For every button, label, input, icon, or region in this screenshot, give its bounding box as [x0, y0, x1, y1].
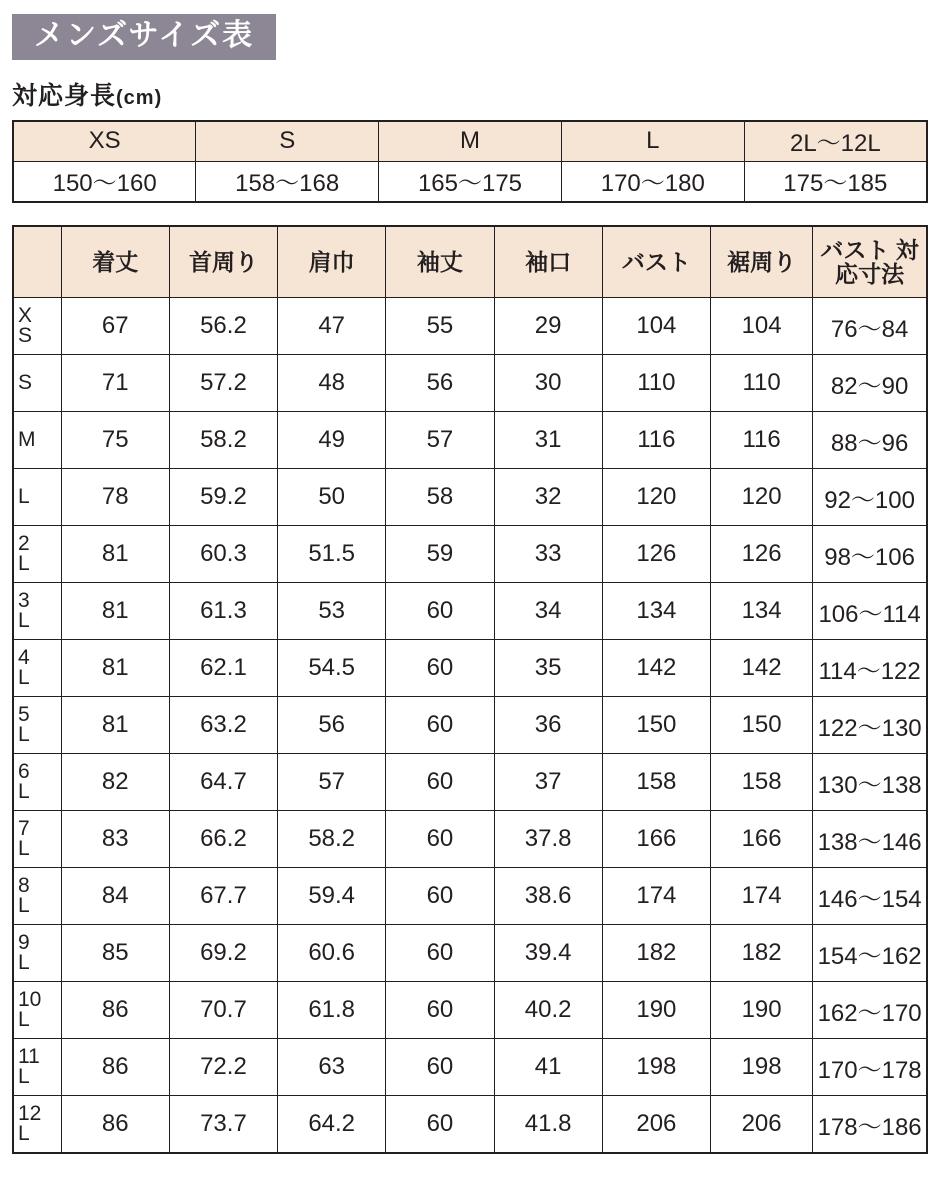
height-range-2l-12l: 175〜185 — [744, 162, 927, 203]
table-cell: 41 — [494, 1039, 602, 1096]
row-header-size — [13, 355, 61, 412]
table-cell: 88〜96 — [813, 412, 927, 469]
col-header-neck: 首周り — [169, 226, 277, 298]
table-cell: 166 — [602, 811, 710, 868]
table-row — [13, 298, 927, 355]
table-cell: 70.7 — [169, 982, 277, 1039]
row-header-size-line2: L — [18, 1065, 30, 1088]
height-section-label — [12, 76, 928, 112]
row-header-size-line2: L — [18, 894, 30, 917]
table-cell: 178〜186 — [813, 1096, 927, 1154]
table-cell: 170〜178 — [813, 1039, 927, 1096]
row-header-size-line2: L — [18, 837, 30, 860]
table-cell: 36 — [494, 697, 602, 754]
table-row — [13, 412, 927, 469]
height-range-l: 170〜180 — [561, 162, 744, 203]
row-header-size-line2: L — [18, 723, 30, 746]
table-cell: 60 — [386, 868, 494, 925]
table-cell: 81 — [61, 526, 169, 583]
table-cell: 57.2 — [169, 355, 277, 412]
table-cell: 47 — [278, 298, 386, 355]
table-cell: 37 — [494, 754, 602, 811]
table-cell: 126 — [711, 526, 813, 583]
col-header-length: 着丈 — [61, 226, 169, 298]
table-cell: 35 — [494, 640, 602, 697]
table-row — [13, 811, 927, 868]
row-header-size-line2: L — [18, 609, 30, 632]
table-cell: 122〜130 — [813, 697, 927, 754]
table-cell: 86 — [61, 982, 169, 1039]
table-cell: 51.5 — [278, 526, 386, 583]
table-cell: 106〜114 — [813, 583, 927, 640]
table-cell: 67.7 — [169, 868, 277, 925]
table-cell: 174 — [711, 868, 813, 925]
height-label-text: 対応身長 — [12, 82, 117, 110]
measurement-table-body — [13, 298, 927, 1154]
table-cell: 48 — [278, 355, 386, 412]
table-cell: 126 — [602, 526, 710, 583]
table-row — [13, 925, 927, 982]
table-cell: 162〜170 — [813, 982, 927, 1039]
row-header-size — [13, 412, 61, 469]
row-header-size-line2: L — [18, 780, 30, 803]
col-header-cuff: 袖口 — [494, 226, 602, 298]
row-header-size-line1: 6 — [18, 760, 30, 784]
table-cell: 142 — [602, 640, 710, 697]
table-cell: 83 — [61, 811, 169, 868]
col-header-bust-fit — [813, 226, 927, 298]
row-header-size — [13, 1039, 61, 1096]
row-header-size-line2: L — [18, 1122, 30, 1145]
row-header-size-line1: 2 — [18, 532, 30, 556]
row-header-size-line1: 7 — [18, 817, 30, 841]
table-row — [13, 469, 927, 526]
table-cell: 67 — [61, 298, 169, 355]
table-cell: 116 — [711, 412, 813, 469]
table-cell: 71 — [61, 355, 169, 412]
row-header-size — [13, 925, 61, 982]
table-row — [13, 754, 927, 811]
row-header-size-line2: L — [18, 552, 30, 575]
table-cell: 56.2 — [169, 298, 277, 355]
table-cell: 84 — [61, 868, 169, 925]
table-cell: 37.8 — [494, 811, 602, 868]
height-range-m: 165〜175 — [379, 162, 562, 203]
row-header-size-line2: L — [18, 1008, 30, 1031]
table-cell: 82 — [61, 754, 169, 811]
table-cell: 55 — [386, 298, 494, 355]
table-cell: 85 — [61, 925, 169, 982]
table-cell: 58.2 — [169, 412, 277, 469]
table-cell: 150 — [711, 697, 813, 754]
table-cell: 146〜154 — [813, 868, 927, 925]
table-cell: 60 — [386, 982, 494, 1039]
table-cell: 104 — [711, 298, 813, 355]
row-header-size-line2: L — [18, 666, 30, 689]
table-cell: 56 — [278, 697, 386, 754]
table-cell: 31 — [494, 412, 602, 469]
height-size-xs: XS — [13, 121, 196, 162]
table-cell: 134 — [602, 583, 710, 640]
table-cell: 41.8 — [494, 1096, 602, 1154]
table-cell: 110 — [602, 355, 710, 412]
row-header-size-line1: L — [18, 485, 30, 509]
col-header-bust-fit-line2: 対応寸法 — [835, 236, 919, 287]
table-cell: 62.1 — [169, 640, 277, 697]
row-header-size-line2: L — [18, 951, 30, 974]
table-cell: 60.3 — [169, 526, 277, 583]
table-cell: 29 — [494, 298, 602, 355]
table-cell: 86 — [61, 1039, 169, 1096]
row-header-size-line1: 8 — [18, 874, 30, 898]
table-cell: 78 — [61, 469, 169, 526]
table-cell: 60 — [386, 1096, 494, 1154]
table-cell: 182 — [602, 925, 710, 982]
table-cell: 158 — [711, 754, 813, 811]
table-cell: 114〜122 — [813, 640, 927, 697]
row-header-size-line1: 10 — [18, 988, 42, 1012]
height-size-l: L — [561, 121, 744, 162]
table-cell: 30 — [494, 355, 602, 412]
row-header-size-line1: 12 — [18, 1102, 42, 1126]
table-cell: 116 — [602, 412, 710, 469]
row-header-size-line1: X — [18, 304, 33, 328]
table-cell: 63 — [278, 1039, 386, 1096]
table-cell: 120 — [711, 469, 813, 526]
table-cell: 32 — [494, 469, 602, 526]
table-cell: 58.2 — [278, 811, 386, 868]
row-header-size-line1: 5 — [18, 703, 30, 727]
table-cell: 59 — [386, 526, 494, 583]
row-header-size-line1: 11 — [18, 1045, 40, 1069]
table-cell: 60 — [386, 583, 494, 640]
table-row — [13, 640, 927, 697]
table-cell: 60 — [386, 811, 494, 868]
table-cell: 82〜90 — [813, 355, 927, 412]
table-cell: 61.8 — [278, 982, 386, 1039]
table-row — [13, 1096, 927, 1154]
table-cell: 64.2 — [278, 1096, 386, 1154]
row-header-size — [13, 754, 61, 811]
table-row — [13, 355, 927, 412]
table-cell: 60 — [386, 754, 494, 811]
table-cell: 60 — [386, 925, 494, 982]
table-cell: 40.2 — [494, 982, 602, 1039]
table-cell: 57 — [386, 412, 494, 469]
height-range-s: 158〜168 — [196, 162, 379, 203]
table-cell: 54.5 — [278, 640, 386, 697]
height-label-unit: (cm) — [116, 87, 163, 109]
page-title: メンズサイズ表 — [12, 14, 276, 60]
table-cell: 166 — [711, 811, 813, 868]
table-row — [13, 526, 927, 583]
table-cell: 92〜100 — [813, 469, 927, 526]
height-table — [12, 120, 928, 203]
col-header-shoulder: 肩巾 — [278, 226, 386, 298]
table-row — [13, 868, 927, 925]
row-header-size — [13, 982, 61, 1039]
table-cell: 72.2 — [169, 1039, 277, 1096]
height-size-2l-12l: 2L〜12L — [744, 121, 927, 162]
height-range-xs: 150〜160 — [13, 162, 196, 203]
table-cell: 81 — [61, 697, 169, 754]
row-header-size-line1: S — [18, 371, 33, 395]
table-cell: 182 — [711, 925, 813, 982]
table-cell: 60 — [386, 697, 494, 754]
row-header-size — [13, 526, 61, 583]
table-row — [13, 1039, 927, 1096]
table-cell: 206 — [711, 1096, 813, 1154]
row-header-size — [13, 1096, 61, 1154]
table-cell: 49 — [278, 412, 386, 469]
row-header-size-line1: 3 — [18, 589, 30, 613]
table-cell: 104 — [602, 298, 710, 355]
row-header-size — [13, 583, 61, 640]
table-cell: 75 — [61, 412, 169, 469]
table-cell: 59.2 — [169, 469, 277, 526]
table-cell: 56 — [386, 355, 494, 412]
table-cell: 110 — [711, 355, 813, 412]
row-header-size-line1: 9 — [18, 931, 30, 955]
table-cell: 64.7 — [169, 754, 277, 811]
row-header-size-line1: 4 — [18, 646, 30, 670]
table-cell: 61.3 — [169, 583, 277, 640]
table-cell: 39.4 — [494, 925, 602, 982]
table-cell: 198 — [602, 1039, 710, 1096]
table-cell: 33 — [494, 526, 602, 583]
col-header-hem: 裾周り — [711, 226, 813, 298]
table-cell: 58 — [386, 469, 494, 526]
col-header-bust: バスト — [602, 226, 710, 298]
row-header-size — [13, 868, 61, 925]
table-row — [13, 982, 927, 1039]
table-cell: 60.6 — [278, 925, 386, 982]
table-row — [13, 583, 927, 640]
table-cell: 66.2 — [169, 811, 277, 868]
col-header-sleeve-length: 袖丈 — [386, 226, 494, 298]
table-cell: 50 — [278, 469, 386, 526]
measurement-table-header-row — [13, 226, 927, 298]
measurement-table — [12, 225, 928, 1154]
height-size-m: M — [379, 121, 562, 162]
row-header-size — [13, 298, 61, 355]
table-cell: 142 — [711, 640, 813, 697]
table-cell: 60 — [386, 640, 494, 697]
table-cell: 98〜106 — [813, 526, 927, 583]
table-cell: 206 — [602, 1096, 710, 1154]
table-cell: 76〜84 — [813, 298, 927, 355]
table-cell: 198 — [711, 1039, 813, 1096]
row-header-size — [13, 811, 61, 868]
height-table-value-row — [13, 162, 927, 203]
table-cell: 59.4 — [278, 868, 386, 925]
table-cell: 53 — [278, 583, 386, 640]
table-cell: 81 — [61, 583, 169, 640]
table-row — [13, 697, 927, 754]
table-cell: 154〜162 — [813, 925, 927, 982]
col-header-bust-fit-line1: バスト — [820, 236, 890, 263]
row-header-size-line2: S — [18, 324, 33, 347]
table-cell: 150 — [602, 697, 710, 754]
table-cell: 38.6 — [494, 868, 602, 925]
row-header-size — [13, 697, 61, 754]
table-cell: 73.7 — [169, 1096, 277, 1154]
table-cell: 81 — [61, 640, 169, 697]
height-table-header-row — [13, 121, 927, 162]
table-cell: 120 — [602, 469, 710, 526]
table-cell: 138〜146 — [813, 811, 927, 868]
table-cell: 63.2 — [169, 697, 277, 754]
table-cell: 174 — [602, 868, 710, 925]
table-cell: 130〜138 — [813, 754, 927, 811]
table-cell: 134 — [711, 583, 813, 640]
table-cell: 158 — [602, 754, 710, 811]
table-cell: 190 — [602, 982, 710, 1039]
row-header-size — [13, 640, 61, 697]
table-cell: 86 — [61, 1096, 169, 1154]
row-header-size-line1: M — [18, 428, 36, 452]
measurement-table-corner — [13, 226, 61, 298]
table-cell: 34 — [494, 583, 602, 640]
row-header-size — [13, 469, 61, 526]
height-size-s: S — [196, 121, 379, 162]
table-cell: 57 — [278, 754, 386, 811]
table-cell: 60 — [386, 1039, 494, 1096]
table-cell: 190 — [711, 982, 813, 1039]
table-cell: 69.2 — [169, 925, 277, 982]
